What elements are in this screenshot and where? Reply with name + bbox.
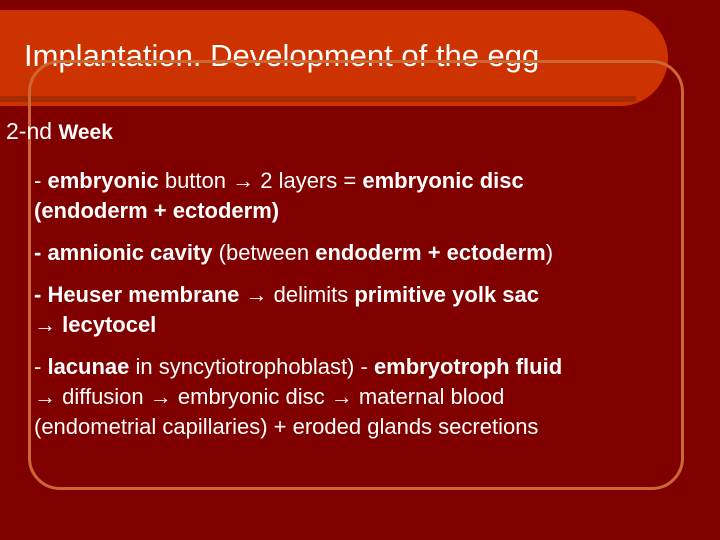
week-label: Week bbox=[58, 121, 113, 144]
week-heading bbox=[6, 118, 113, 145]
bullet-heuser-membrane: - Heuser membrane → delimits primitive yolk sac → lecytocel bbox=[34, 282, 539, 337]
arrow-icon: → bbox=[232, 168, 255, 193]
slide-title: Implantation. Development of the egg bbox=[24, 38, 540, 73]
bullet-lacunae: - lacunae in syncytiotrophoblast) - embryotroph fluid → diffusion → embryonic disc → maternal blood (endometrial capillaries) + eroded glands secretions bbox=[34, 354, 563, 439]
bullet-amnionic-cavity: - amnionic cavity (between endoderm + ectoderm) bbox=[34, 240, 554, 265]
arrow-icon: → bbox=[34, 384, 56, 409]
arrow-icon: → bbox=[330, 384, 353, 409]
arrow-icon: → bbox=[149, 384, 172, 409]
week-number: 2-nd bbox=[6, 118, 53, 144]
bullet-list bbox=[34, 166, 712, 442]
arrow-icon: → bbox=[34, 312, 56, 337]
bullet-embryonic-button: - embryonic button → 2 layers = embryonic disc (endoderm + ectoderm) bbox=[34, 168, 524, 223]
arrow-icon: → bbox=[245, 282, 268, 307]
